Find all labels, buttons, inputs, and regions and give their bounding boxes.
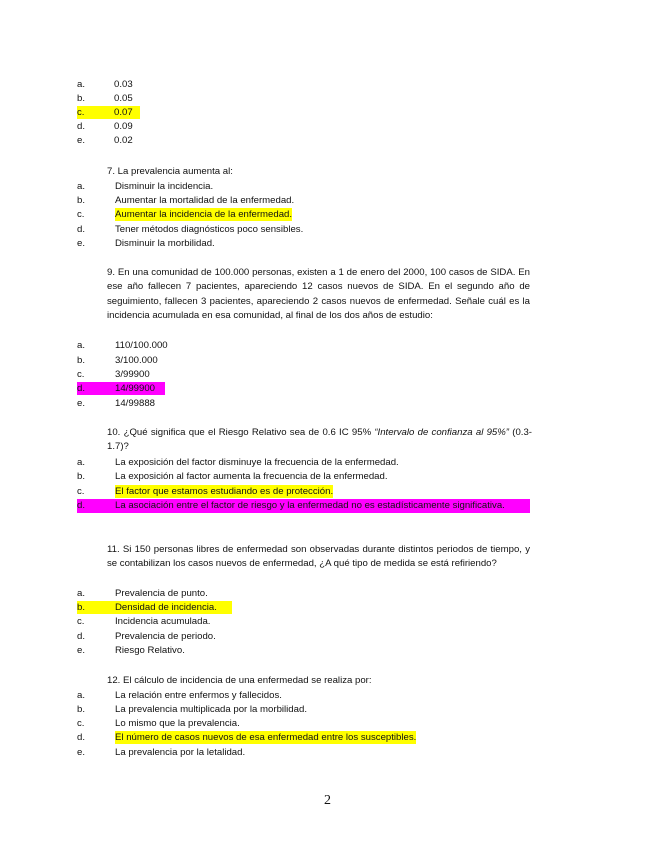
option-text: Prevalencia de punto. (115, 588, 208, 599)
option-letter: a. (77, 79, 86, 90)
page-number: 2 (324, 793, 331, 808)
option-row (0, 223, 655, 236)
option-text-highlighted: El número de casos nuevos de esa enfermedad entre los susceptibles. (115, 732, 417, 743)
option-letter: c. (77, 107, 85, 118)
option-text: La asociación entre el factor de riesgo y la enfermedad no es estadísticamente significativa. (115, 500, 505, 511)
option-text: La relación entre enfermos y fallecidos. (115, 690, 282, 701)
option-letter: e. (77, 398, 86, 409)
option-row (0, 180, 655, 193)
option-text: Lo mismo que la prevalencia. (115, 718, 240, 729)
option-text-highlighted: El factor que estamos estudiando es de protección. (115, 486, 334, 497)
option-letter: a. (77, 457, 86, 468)
option-letter: c. (77, 209, 85, 220)
option-row (0, 339, 655, 352)
question-text: 9. En una comunidad de 100.000 personas, existen a 1 de enero del 2000, 100 casos de SIDA. En ese año fallecen 7 pacientes, apareciendo 12 casos nuevos de SIDA. En el segundo año de seguimiento, fallecen 3 pacientes, apareciendo 2 casos nuevos de enfermedad. Señale cuál es la incidencia acumulada en esa comunidad, al final de los dos años de estudio: (107, 267, 530, 322)
option-letter: a. (77, 340, 86, 351)
option-letter: b. (77, 195, 86, 206)
option-letter: c. (77, 616, 85, 627)
option-letter: b. (77, 704, 86, 715)
option-row-highlighted (77, 106, 140, 119)
option-text: Tener métodos diagnósticos poco sensibles. (115, 224, 304, 235)
option-text: 0.05 (114, 93, 133, 104)
question-text (107, 426, 532, 455)
option-letter: e. (77, 747, 86, 758)
question-text: 12. El cálculo de incidencia de una enfermedad se realiza por: (107, 675, 372, 686)
option-row (0, 630, 655, 643)
option-text: 0.02 (114, 135, 133, 146)
question-text-end: (0.3-1.7)? (107, 427, 532, 453)
option-row (0, 485, 655, 498)
option-text: 3/100.000 (115, 355, 158, 366)
option-row (0, 717, 655, 730)
option-row (0, 208, 655, 221)
option-letter: d. (77, 224, 86, 235)
option-row (0, 368, 655, 381)
option-text: Disminuir la morbilidad. (115, 238, 215, 249)
option-letter: a. (77, 588, 86, 599)
option-row (0, 587, 655, 600)
option-text: 0.07 (114, 107, 133, 118)
option-letter: d. (77, 500, 86, 511)
option-text: 3/99900 (115, 369, 150, 380)
option-text: Incidencia acumulada. (115, 616, 211, 627)
option-letter: d. (77, 383, 86, 394)
option-row (0, 134, 655, 147)
question-text-start: 10. ¿Qué significa que el Riesgo Relativo sea de 0.6 IC 95% (107, 427, 375, 438)
option-row (0, 703, 655, 716)
option-text: Aumentar la mortalidad de la enfermedad. (115, 195, 295, 206)
option-text: 110/100.000 (115, 340, 168, 351)
option-letter: b. (77, 93, 86, 104)
option-letter: c. (77, 369, 85, 380)
option-text: 0.03 (114, 79, 133, 90)
option-letter: a. (77, 181, 86, 192)
option-row (0, 354, 655, 367)
question-text: 11. Si 150 personas libres de enfermedad son observadas durante distintos periodos de tiempo, y se contabilizan los casos nuevos de enfermedad, ¿A qué tipo de medida se está refiriendo? (107, 544, 530, 570)
option-letter: b. (77, 471, 86, 482)
option-letter: d. (77, 121, 86, 132)
option-text: 0.09 (114, 121, 133, 132)
option-row (0, 92, 655, 105)
option-text: 14/99900 (115, 383, 156, 394)
option-row (0, 194, 655, 207)
option-row (0, 120, 655, 133)
option-text-highlighted: Aumentar la incidencia de la enfermedad. (115, 209, 293, 220)
option-text: La prevalencia por la letalidad. (115, 747, 246, 758)
option-letter: d. (77, 732, 86, 743)
option-letter: b. (77, 355, 86, 366)
option-letter: e. (77, 645, 86, 656)
option-row (0, 456, 655, 469)
option-row (0, 615, 655, 628)
option-row (0, 78, 655, 91)
option-letter: b. (77, 602, 86, 613)
question-text-italic: “Intervalo de confianza al 95%” (374, 427, 509, 438)
option-letter: e. (77, 135, 86, 146)
option-row (0, 397, 655, 410)
option-letter: e. (77, 238, 86, 249)
option-text: Densidad de incidencia. (115, 602, 217, 613)
option-row (0, 470, 655, 483)
option-text: La exposición al factor aumenta la frecuencia de la enfermedad. (115, 471, 388, 482)
option-letter: a. (77, 690, 86, 701)
option-row (0, 731, 655, 744)
option-letter: c. (77, 718, 85, 729)
option-row-highlighted (77, 382, 165, 395)
option-row (0, 746, 655, 759)
option-row (0, 689, 655, 702)
option-text: La prevalencia multiplicada por la morbilidad. (115, 704, 307, 715)
option-text: Riesgo Relativo. (115, 645, 185, 656)
option-text: La exposición del factor disminuye la frecuencia de la enfermedad. (115, 457, 399, 468)
option-row-highlighted (77, 601, 232, 614)
option-text: 14/99888 (115, 398, 156, 409)
option-text: Prevalencia de periodo. (115, 631, 216, 642)
option-row-highlighted (77, 499, 530, 513)
option-row (0, 644, 655, 657)
option-row (0, 237, 655, 250)
question-text: 7. La prevalencia aumenta al: (107, 166, 233, 177)
option-letter: d. (77, 631, 86, 642)
option-letter: c. (77, 486, 85, 497)
option-text: Disminuir la incidencia. (115, 181, 214, 192)
